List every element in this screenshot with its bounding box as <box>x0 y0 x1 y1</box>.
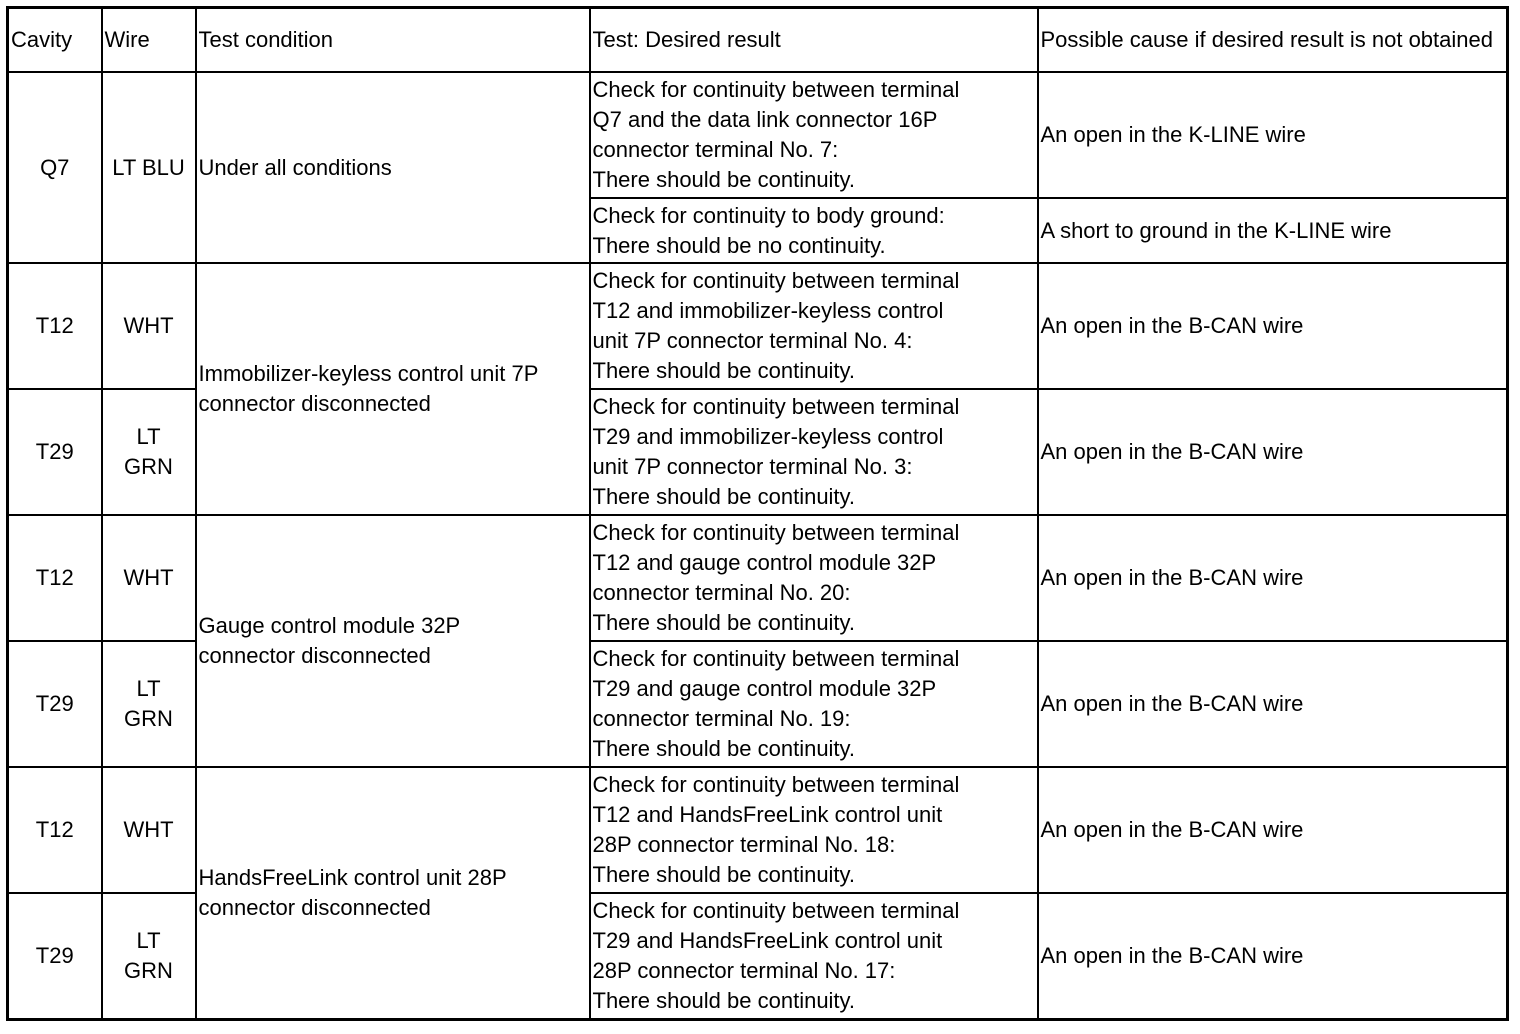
cavity-cell: T12 <box>8 263 102 389</box>
wire-text: WHT <box>123 313 174 338</box>
cause-cell: A short to ground in the K-LINE wire <box>1038 198 1508 263</box>
result-text: Check for continuity between terminal T29 and immobilizer-keyless control unit 7P connector terminal No. 3: There should be continuity. <box>592 394 960 509</box>
header-test-condition: Test condition <box>196 8 590 73</box>
result-text: Check for continuity between terminal Q7 and the data link connector 16P connector terminal No. 7: There should be continuity. <box>592 77 960 192</box>
condition-text: HandsFreeLink control unit 28P connector disconnected <box>198 865 507 920</box>
condition-cell <box>196 263 590 515</box>
result-text: Check for continuity between terminal T12 and HandsFreeLink control unit 28P connector terminal No. 18: There should be continuity. <box>592 772 960 887</box>
result-cell <box>590 515 1038 641</box>
cause-cell: An open in the B-CAN wire <box>1038 641 1508 767</box>
table-row <box>8 515 1508 641</box>
wire-cell <box>102 263 196 389</box>
cavity-cell: T12 <box>8 515 102 641</box>
result-text: Check for continuity between terminal T29 and gauge control module 32P connector terminal No. 19: There should be continuity. <box>592 646 960 761</box>
table-row <box>8 767 1508 893</box>
result-cell <box>590 641 1038 767</box>
header-row <box>8 8 1508 73</box>
header-cavity: Cavity <box>8 8 102 73</box>
condition-cell <box>196 72 590 263</box>
wire-cell <box>102 389 196 515</box>
wire-text: LT GRN <box>124 424 173 479</box>
wire-cell <box>102 767 196 893</box>
result-cell <box>590 389 1038 515</box>
table-row <box>8 263 1508 389</box>
table-row <box>8 72 1508 198</box>
result-cell <box>590 72 1038 198</box>
result-text: Check for continuity to body ground: There should be no continuity. <box>592 202 945 258</box>
result-cell <box>590 198 1038 263</box>
result-cell <box>590 893 1038 1020</box>
condition-text: Gauge control module 32P connector disconnected <box>198 613 461 668</box>
result-text: Check for continuity between terminal T12 and immobilizer-keyless control unit 7P connector terminal No. 4: There should be continuity. <box>592 268 960 383</box>
wire-cell <box>102 515 196 641</box>
cause-cell: An open in the B-CAN wire <box>1038 893 1508 1020</box>
wire-text: WHT <box>123 565 174 590</box>
cavity-cell: T29 <box>8 641 102 767</box>
header-wire: Wire <box>102 8 196 73</box>
cause-cell: An open in the K-LINE wire <box>1038 72 1508 198</box>
header-desired-result: Test: Desired result <box>590 8 1038 73</box>
condition-cell <box>196 767 590 1020</box>
cause-cell: An open in the B-CAN wire <box>1038 515 1508 641</box>
wire-text: LT GRN <box>124 928 173 983</box>
condition-cell <box>196 515 590 767</box>
result-text: Check for continuity between terminal T12 and gauge control module 32P connector terminal No. 20: There should be continuity. <box>592 520 960 635</box>
test-table <box>6 6 1509 1021</box>
cause-cell: An open in the B-CAN wire <box>1038 767 1508 893</box>
cause-cell: An open in the B-CAN wire <box>1038 389 1508 515</box>
cavity-cell: Q7 <box>8 72 102 263</box>
wire-text: LT GRN <box>124 676 173 731</box>
cavity-cell: T29 <box>8 389 102 515</box>
condition-text: Under all conditions <box>198 154 392 180</box>
wire-cell <box>102 893 196 1020</box>
cavity-cell: T12 <box>8 767 102 893</box>
wire-text: WHT <box>123 817 174 842</box>
result-text: Check for continuity between terminal T29 and HandsFreeLink control unit 28P connector terminal No. 17: There should be continuity. <box>592 898 960 1013</box>
header-possible-cause: Possible cause if desired result is not obtained <box>1038 8 1508 73</box>
wire-cell <box>102 641 196 767</box>
cavity-cell: T29 <box>8 893 102 1020</box>
result-cell <box>590 263 1038 389</box>
wire-cell: LT BLU <box>102 72 196 263</box>
cause-cell: An open in the B-CAN wire <box>1038 263 1508 389</box>
condition-text: Immobilizer-keyless control unit 7P connector disconnected <box>198 361 539 416</box>
result-cell <box>590 767 1038 893</box>
